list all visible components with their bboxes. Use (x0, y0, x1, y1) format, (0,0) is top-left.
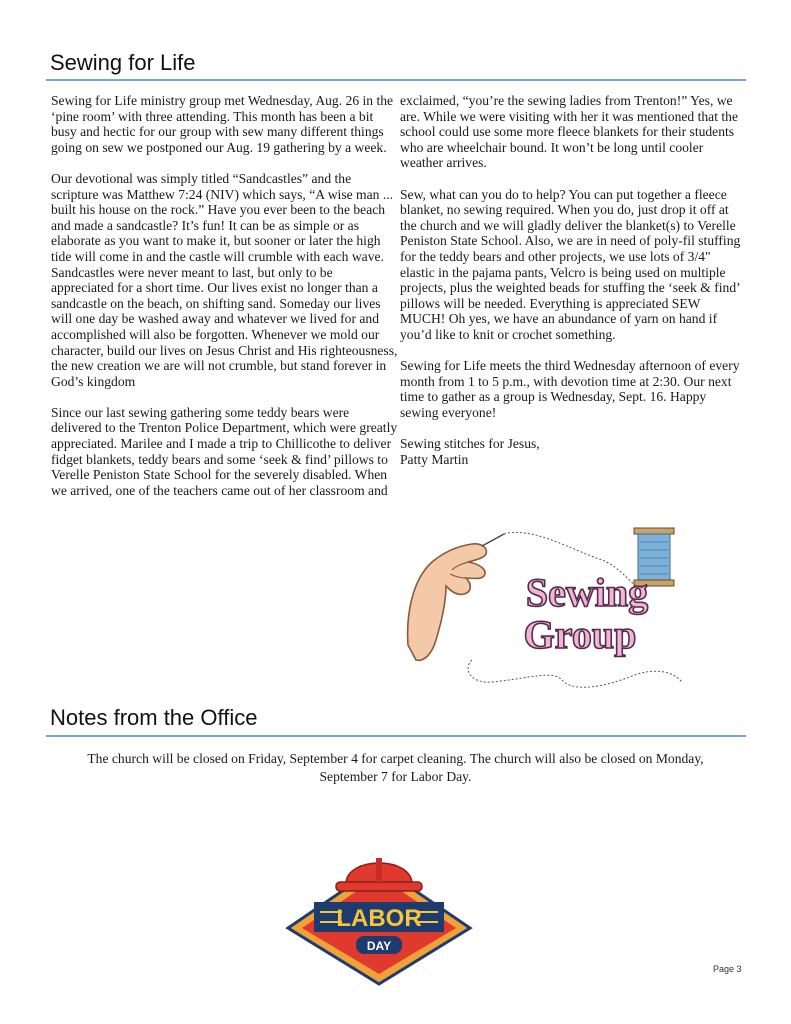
office-notice: The church will be closed on Friday, September 4 for carpet cleaning. The church will also be closed on Monday, September 7 for Labor Day. (87, 751, 704, 784)
article-paragraph: Sewing for Life ministry group met Wednesday, Aug. 26 in the ‘pine room’ with three attending. This month has been a bit busy and hectic for our group with sew many different things going on sew we postponed our Aug. 19 gathering by a week. (51, 93, 394, 155)
logo-word-labor: LABOR (336, 905, 422, 932)
page-number: Page 3 (713, 964, 742, 974)
signoff-line: Sewing stitches for Jesus, (400, 436, 540, 452)
section-divider (46, 735, 746, 737)
sewing-group-illustration (402, 520, 702, 700)
hard-hat-icon (336, 858, 422, 891)
art-word-group: Group (523, 612, 637, 657)
labor-day-logo (284, 836, 474, 986)
article-paragraph: Since our last sewing gathering some teddy bears were delivered to the Trenton Police Department, which were greatly appreciated. Marilee and I made a trip to Chillicothe to deliver fidget blankets, teddy bears and some ‘seek & find’ pillows to Verelle Peniston State School for the severely disabled. When we arrived, one of the teachers came out of her classroom and (51, 404, 398, 498)
article-paragraph: exclaimed, “you’re the sewing ladies from Trenton!” Yes, we are. While we were visiting with her it was mentioned that the school could use some more fleece blankets for their students who are wheelchair bound. It won’t be long until cooler weather arrives. (400, 93, 738, 171)
article-paragraph: Sew, what can you do to help? You can put together a fleece blanket, no sewing required. When you do, just drop it off at the church and we will gladly deliver the blanket(s) to Verelle Peniston State School. Also, we are in need of poly-fil stuffing for the teddy bears and other projects, we use lots of 3/4" elastic in the pajama pants, Velcro is being used on multiple projects, plus the weighted beads for stuffing the ‘seek & find’ pillows will be needed. Everything is appreciated SEW MUCH! Oh yes, we have an abundance of yarn on hand if you’d like to knit or crochet something. (400, 186, 741, 342)
article-paragraph: Our devotional was simply titled “Sandcastles” and the scripture was Matthew 7:24 (NIV) which says, “A wise man ... built his house on the rock.” Have you ever been to the beach and made a sandcastle? It’s fun! It can be as simple or as elaborate as you want to make it, but sooner or later the high tide will come in and the castle will crumble with each wave. Sandcastles were never meant to last, but only to be appreciated for a short time. Our lives exist no longer than a sandcastle on the beach, on shifting sand. Someday our lives will one day be washed away and whatever we lived for and accomplished will also be forgotten. Whenever we mold our character, build our lives on Jesus Christ and His righteousness, the new creation we are will not crumble, but stand forever in God’s kingdom (51, 170, 398, 389)
article-paragraph: Sewing for Life meets the third Wednesday afternoon of every month from 1 to 5 p.m., with devotion time at 2:30. Our next time to gather as a group is Wednesday, Sept. 16. Happy sewing everyone! (400, 358, 740, 420)
section-divider (46, 79, 746, 81)
logo-word-day: DAY (366, 939, 392, 953)
art-word-sewing: Sewing (525, 570, 649, 615)
section-title-sewing: Sewing for Life (50, 50, 196, 75)
article-column-left (51, 93, 398, 498)
section-title-notes: Notes from the Office (50, 705, 258, 730)
article-column-right (400, 93, 746, 467)
hand-with-needle-icon (408, 534, 504, 660)
author-name: Patty Martin (400, 451, 469, 467)
